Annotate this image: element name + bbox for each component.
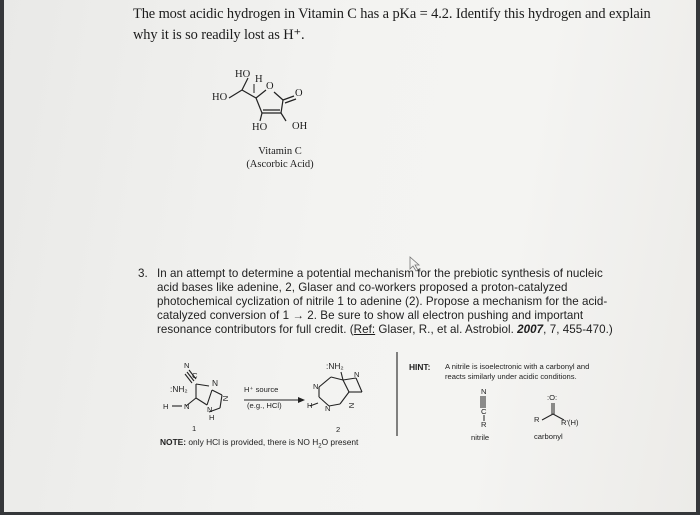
scheme-h-bottom: H bbox=[209, 413, 215, 422]
scheme-n-2c: N bbox=[325, 404, 331, 413]
hint-nitrile-r: R bbox=[481, 420, 487, 429]
hint-carbonyl-o: :O: bbox=[547, 393, 558, 402]
scheme-c-cyano: C bbox=[192, 371, 198, 380]
vitc-ho-bottom: HO bbox=[252, 122, 268, 133]
hint-nitrile-n: N bbox=[481, 387, 487, 396]
problem-3-line-5: resonance contributors for full credit. (Ref: Glaser, R., et al. Astrobiol. 2007, 7, 455-470.) bbox=[157, 323, 613, 336]
scheme-n-cyano: N bbox=[184, 361, 190, 370]
scheme-n-right: N bbox=[221, 395, 231, 402]
problem-3-line-4: catalyzed conversion of 1 → 2. Be sure to show all electron pushing and important bbox=[157, 309, 584, 322]
worksheet-page bbox=[4, 0, 696, 512]
hint-carbonyl-rh: R'(H) bbox=[561, 418, 579, 427]
scheme-n-bottom: N bbox=[207, 405, 213, 414]
hint-nitrile-caption: nitrile bbox=[471, 433, 490, 442]
hint-carbonyl-r: R bbox=[534, 415, 540, 424]
hint-label: HINT: bbox=[409, 362, 431, 372]
scheme-nh2-product: :NH₂ bbox=[326, 361, 344, 371]
vitc-ho-left: HO bbox=[212, 92, 228, 103]
scheme-n-left: N bbox=[184, 402, 190, 411]
vitamin-c-caption: Vitamin C bbox=[258, 146, 302, 157]
scheme-n-2a: N bbox=[354, 370, 360, 379]
problem-3-line-2: acid bases like adenine, 2, Glaser and co-workers proposed a proton-catalyzed bbox=[157, 281, 568, 294]
scheme-h-left: H bbox=[163, 402, 169, 411]
scheme-nh2-left: :NH₂ bbox=[170, 384, 188, 394]
vitc-o-carbonyl: O bbox=[295, 88, 303, 99]
vitc-o-ring: O bbox=[266, 81, 274, 92]
problem-3-number: 3. bbox=[138, 267, 148, 280]
scheme-h-2: H bbox=[307, 401, 313, 410]
compound-1-label: 1 bbox=[192, 424, 197, 433]
hint-carbonyl-caption: carbonyl bbox=[534, 432, 563, 441]
question-line-2: why it is so readily lost as H⁺. bbox=[133, 27, 305, 43]
compound-2-label: 2 bbox=[336, 425, 341, 434]
vitc-ho-top: HO bbox=[235, 69, 251, 80]
scheme-n-ring: N bbox=[212, 378, 219, 388]
problem-3-line-1: In an attempt to determine a potential mechanism for the prebiotic synthesis of nucleic bbox=[157, 267, 603, 280]
ref-link: Ref: bbox=[353, 323, 376, 336]
problem-3-line-3: photochemical cyclization of nitrile 1 to adenine (2). Propose a mechanism for the acid- bbox=[157, 295, 608, 308]
hint-nitrile-c: C bbox=[481, 407, 487, 416]
vitc-h-top: H bbox=[255, 74, 263, 85]
hint-line-2: reacts similarly under acidic conditions. bbox=[445, 372, 577, 381]
reagent-line-2: (e.g., HCl) bbox=[247, 401, 282, 410]
ascorbic-acid-caption: (Ascorbic Acid) bbox=[246, 159, 314, 170]
question-line-1: The most acidic hydrogen in Vitamin C has a pKa = 4.2. Identify this hydrogen and explain bbox=[133, 6, 651, 22]
vitc-oh-bottom: OH bbox=[292, 121, 308, 132]
hint-structures bbox=[4, 0, 700, 515]
scheme-n-2b: N bbox=[313, 382, 319, 391]
scheme-note: NOTE: only HCl is provided, there is NO $H_2O$ present bbox=[160, 437, 359, 450]
hint-line-1: A nitrile is isoelectronic with a carbonyl and bbox=[445, 362, 590, 371]
reagent-line-1: H⁺ source bbox=[244, 385, 279, 394]
scheme-n-2d: N bbox=[347, 402, 357, 409]
